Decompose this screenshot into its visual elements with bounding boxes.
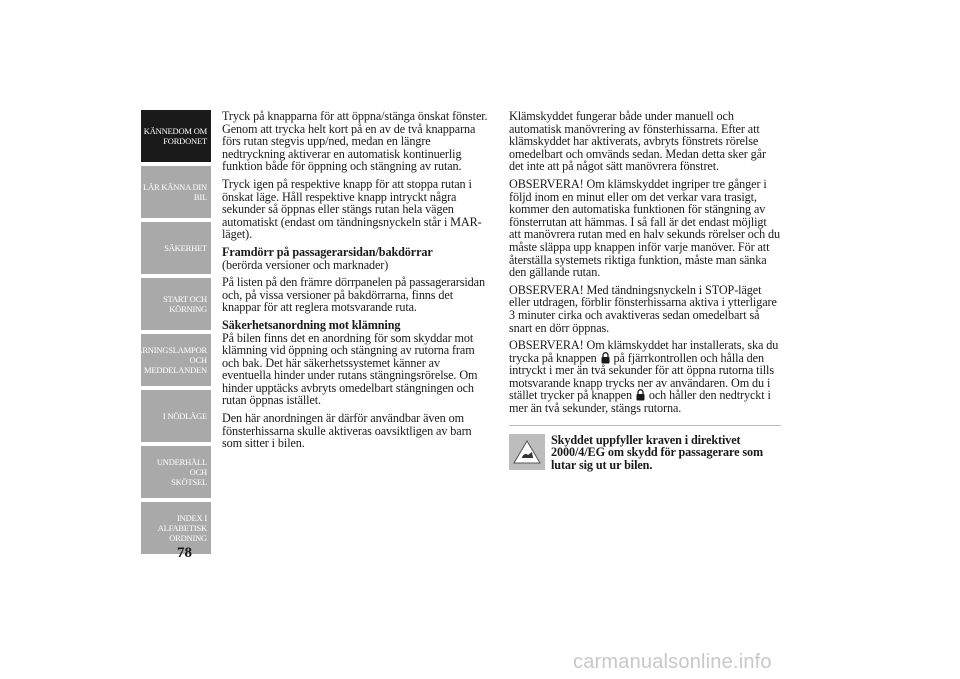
- tab-label: SÄKERHET: [164, 243, 207, 253]
- paragraph: OBSERVERA! Med tändningsnyckeln i STOP-läget eller utdragen, förblir fönsterhissarna aktiva i ytterligare 3 minuter cirka och avaktiveras sedan omedelbart så snart en dörr öppnas.: [509, 282, 777, 335]
- text-run: på fjärrkontrollen och hålla den intryckt i mer än två sekunder för att öppna rutorna tills motsvarande knapp trycks ner av användaren. Om du i stället trycker på knappen: [509, 350, 774, 403]
- paragraph: Tryck på knapparna för att öppna/stänga önskat fönster. Genom att trycka helt kort på en av de två knapparna förs rutan stegvis upp/ned, medan en längre nedtryckning aktiverar en automatisk kontinuerlig funktion både för öppning och stängning av rutan.: [222, 109, 488, 174]
- warning-triangle-icon: [509, 434, 545, 470]
- tab-label: INDEX I ALFABETISK ORDNING: [157, 513, 207, 543]
- watermark-text: carmanualsonline.info: [573, 651, 772, 673]
- warning-box: [509, 425, 781, 472]
- tab-label: VARNINGSLAMPOR OCH MEDDELANDEN: [131, 345, 207, 375]
- section-heading: Framdörr på passagerarsidan/bakdörrar: [222, 244, 433, 259]
- left-column: [222, 110, 490, 455]
- chapter-tabs: [131, 110, 211, 558]
- tab-i-nodlage[interactable]: [141, 390, 211, 442]
- right-column: [509, 110, 781, 471]
- paragraph-with-icons: [509, 339, 781, 415]
- paragraph: Klämskyddet fungerar både under manuell och automatisk manövrering av fönsterhissarna. Efter att klämskyddet har aktiverats, avbryts fönstrets rörelse omedelbart och omvänds sedan. Medan detta sker går det inte att på något sätt manövrera fönstret.: [509, 109, 766, 174]
- paragraph: (berörda versioner och marknader): [222, 257, 389, 272]
- tab-kannedom-om-fordonet[interactable]: [141, 110, 211, 162]
- tab-start-och-korning[interactable]: [141, 278, 211, 330]
- padlock-icon: [636, 389, 645, 401]
- tab-lar-kanna-din-bil[interactable]: [141, 166, 211, 218]
- tab-label: START OCH KÖRNING: [163, 294, 207, 314]
- paragraph: På bilen finns det en anordning för som skyddar mot klämning vid öppning och stängning av rutorna fram och bak. Det här säkerhetssystemet känner av eventuella hinder under rutans stängningsrörelse. Om hinder upptäcks avbryts omedelbart stängningen och rutan öppnas istället.: [222, 330, 478, 408]
- tab-label: I NÖDLÄGE: [162, 411, 207, 421]
- padlock-icon: [601, 352, 610, 364]
- tab-index[interactable]: [141, 502, 211, 554]
- text-run: OBSERVERA! Om klämskyddet har installerats, ska du trycka på knappen: [509, 338, 779, 365]
- section-heading: Säkerhetsanordning mot klämning: [222, 317, 401, 332]
- paragraph: På listen på den främre dörrpanelen på passagerarsidan och, på vissa versioner på bakdörrarna, finns det knappar för att reglera motsvarande ruta.: [222, 275, 485, 315]
- warning-text: Skyddet uppfyller kraven i direktivet 2000/4/EG om skydd för passagerare som lutar sig ut ur bilen.: [551, 432, 764, 472]
- paragraph: Den här anordningen är därför användbar även om fönsterhissarna skulle aktiveras oavsiktligen av barn som sitter i bilen.: [222, 411, 472, 451]
- tab-varningslampor[interactable]: [131, 334, 211, 386]
- paragraph: Tryck igen på respektive knapp för att stoppa rutan i önskat läge. Håll respektive knapp intryckt några sekunder så öppnas eller stängs rutan hela vägen automatiskt (endast om tändningsnyckeln står i MAR-läget).: [222, 176, 482, 242]
- page-number: 78: [177, 545, 192, 561]
- paragraph: OBSERVERA! Om klämskyddet ingriper tre gånger i följd inom en minut eller om det verkar vara trasigt, kommer den automatiska funktionen för stängning av fönsterrutan att hämmas. I så fall är det endast möjligt att manövrera rutan med en halv sekunds rörelser och du måste släppa upp knappen inför varje manöver. För att återställa systemets riktiga funktion, måste man sänka den gällande rutan.: [509, 176, 780, 280]
- tab-sakerhet[interactable]: [141, 222, 211, 274]
- tab-underhall-och-skotsel[interactable]: [141, 446, 211, 498]
- tab-label: LÄR KÄNNA DIN BIL: [143, 182, 207, 202]
- tab-label: KÄNNEDOM OM FORDONET: [143, 126, 207, 146]
- tab-label: UNDERHÅLL OCH SKÖTSEL: [156, 457, 207, 487]
- text-run: och håller den nedtryckt i mer än två sekunder, stängs rutorna.: [509, 388, 771, 416]
